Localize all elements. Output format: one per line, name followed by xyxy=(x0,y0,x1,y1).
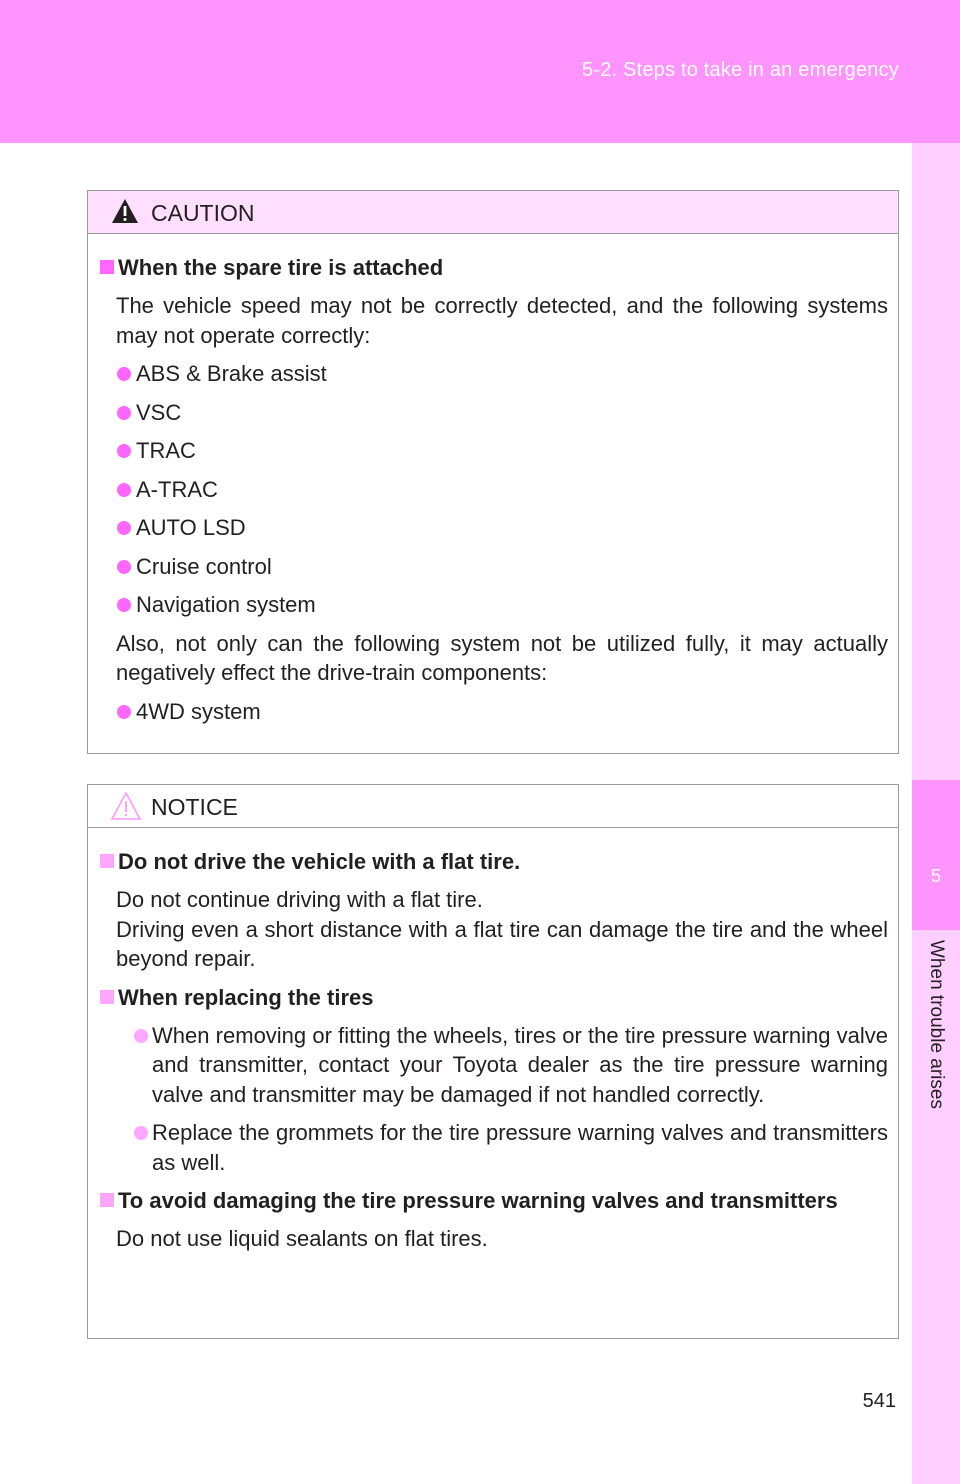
list-item: VSC xyxy=(104,398,888,428)
warning-triangle-filled-icon xyxy=(110,197,140,225)
bullet-dot-icon xyxy=(117,367,131,381)
caution-also: Also, not only can the following system not be utilized fully, it may actually negatively effect the drive-train components: xyxy=(116,630,888,685)
caution-box xyxy=(87,190,899,754)
bullet-dot-icon xyxy=(117,444,131,458)
notice-heading: When replacing the tires xyxy=(104,983,888,1012)
caution-title: CAUTION xyxy=(151,200,255,226)
notice-text: Do not continue driving with a flat tire. xyxy=(116,887,483,912)
bullet-dot-icon xyxy=(117,560,131,574)
list-item: When removing or fitting the wheels, tires or the tire pressure warning valve and transmitter, contact your Toyota dealer as the tire pressure warning valve and transmitter may be damaged if not handled correctly. xyxy=(104,1021,888,1110)
bullet-dot-icon xyxy=(117,406,131,420)
caution-header xyxy=(88,191,898,234)
list-item: Navigation system xyxy=(104,590,888,620)
caution-heading: When the spare tire is attached xyxy=(104,253,888,282)
chapter-name: When trouble arises xyxy=(926,940,947,1109)
caution-body xyxy=(88,234,898,736)
bullet-dot-icon xyxy=(117,521,131,535)
square-bullet-icon xyxy=(100,260,114,274)
notice-text: Driving even a short distance with a flat tire can damage the tire and the wheel beyond repair. xyxy=(116,916,888,971)
bullet-dot-icon xyxy=(117,598,131,612)
list-item: AUTO LSD xyxy=(104,513,888,543)
notice-heading: To avoid damaging the tire pressure warning valves and transmitters xyxy=(104,1186,888,1215)
list-item: A-TRAC xyxy=(104,475,888,505)
list-item: TRAC xyxy=(104,436,888,466)
section-title: 5-2. Steps to take in an emergency xyxy=(582,59,899,81)
notice-body xyxy=(88,828,898,1264)
bullet-dot-icon xyxy=(134,1126,148,1140)
bullet-dot-icon xyxy=(134,1029,148,1043)
list-item: 4WD system xyxy=(104,697,888,727)
square-bullet-icon xyxy=(100,1193,114,1207)
bullet-dot-icon xyxy=(117,483,131,497)
square-bullet-icon xyxy=(100,990,114,1004)
bullet-dot-icon xyxy=(117,705,131,719)
square-bullet-icon xyxy=(100,854,114,868)
chapter-tab[interactable] xyxy=(912,780,960,930)
caution-intro: The vehicle speed may not be correctly detected, and the following systems may not operate correctly: xyxy=(116,293,888,348)
page-number: 541 xyxy=(862,1390,896,1412)
chapter-number: 5 xyxy=(930,866,941,886)
list-item: ABS & Brake assist xyxy=(104,359,888,389)
notice-box xyxy=(87,784,899,1339)
list-item: Cruise control xyxy=(104,552,888,582)
notice-text: Do not use liquid sealants on flat tires. xyxy=(116,1226,488,1251)
notice-heading: Do not drive the vehicle with a flat tire. xyxy=(104,847,888,876)
notice-title: NOTICE xyxy=(151,794,238,820)
list-item: Replace the grommets for the tire pressure warning valves and transmitters as well. xyxy=(104,1118,888,1177)
notice-header xyxy=(88,785,898,828)
warning-triangle-outline-icon xyxy=(110,791,142,821)
